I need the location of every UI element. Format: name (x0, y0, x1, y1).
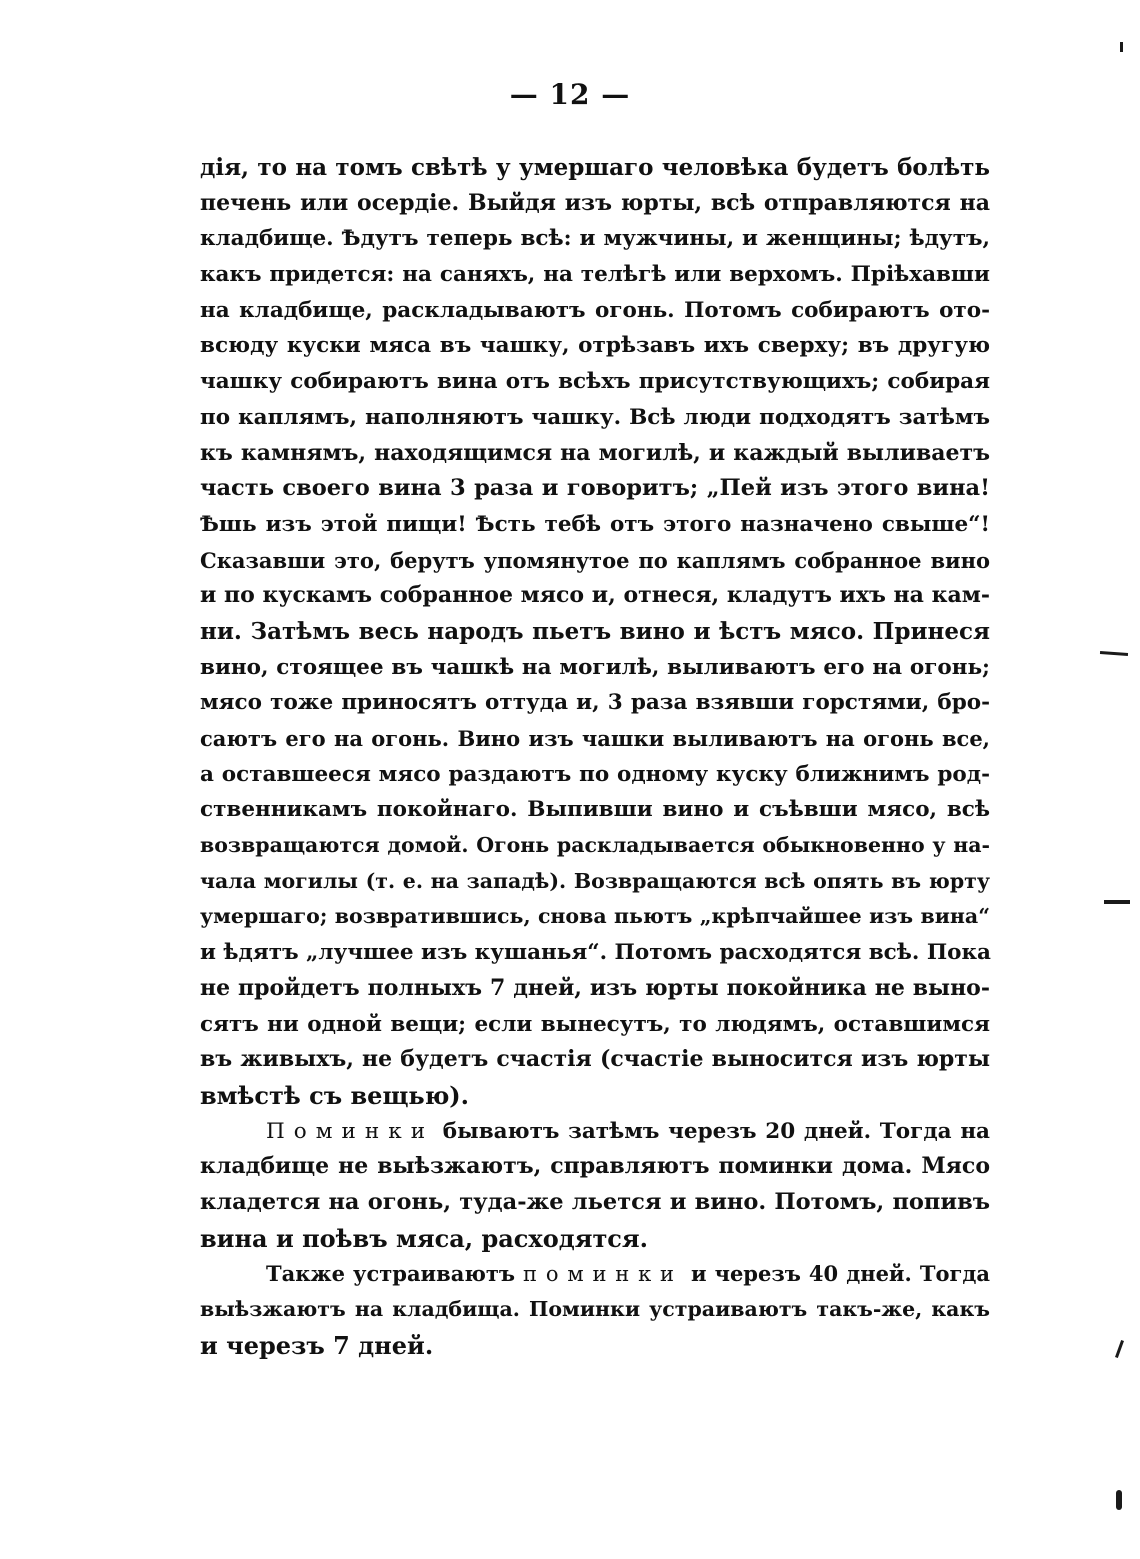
paragraph-2 (200, 1114, 990, 1257)
scan-mark (1120, 42, 1123, 52)
text-line: чала могилы (т. е. на западѣ). Возвращаются всѣ опять въ юрту (200, 868, 990, 893)
text-line: ственникамъ покойнаго. Выпивши вино и съѣвши мясо, всѣ (200, 797, 990, 823)
line-text: Также устраиваютъ (266, 1261, 524, 1287)
text-line: вмѣстѣ съ вещью). (200, 1080, 470, 1110)
text-line: къ камнямъ, находящимся на могилѣ, и каждый выливаетъ (200, 439, 990, 466)
text-line: кладбище не выѣзжаютъ, справляютъ поминки дома. Мясо (200, 1153, 990, 1180)
text-line: и ѣдятъ „лучшее изъ кушанья“. Потомъ расходятся всѣ. Пока (200, 940, 991, 966)
text-line: въ живыхъ, не будетъ счастія (счастіе выносится изъ юрты (200, 1046, 990, 1073)
text-line: мясо тоже приносятъ оттуда и, 3 раза взявши горстями, бро- (200, 690, 990, 716)
scan-mark (1115, 1340, 1124, 1358)
text-line (200, 1256, 990, 1292)
paragraph-1 (200, 150, 990, 1114)
paragraph-3 (200, 1256, 990, 1363)
text-line: и черезъ 7 дней. (200, 1330, 434, 1360)
text-line: выѣзжаютъ на кладбища. Поминки устраиваютъ такъ-же, какъ (200, 1297, 990, 1321)
text-line: кладбище. Ѣдутъ теперь всѣ: и мужчины, и женщины; ѣдутъ, (200, 226, 990, 252)
text-line: вино, стоящее въ чашкѣ на могилѣ, выливаютъ его на огонь; (200, 654, 990, 680)
text-line: всюду куски мяса въ чашку, отрѣзавъ ихъ сверху; въ другую (200, 333, 990, 359)
text-line: саютъ его на огонь. Вино изъ чашки выливаютъ на огонь все, (200, 726, 990, 751)
text-line: какъ придется: на саняхъ, на телѣгѣ или верхомъ. Пріѣхавши (200, 262, 990, 288)
text-line: на кладбище, раскладываютъ огонь. Потомъ собираютъ ото- (200, 297, 990, 323)
text-line: Ѣшь изъ этой пищи! Ѣсть тебѣ отъ этого назначено свыше“! (200, 511, 990, 537)
text-line: часть своего вина 3 раза и говоритъ; „Пей изъ этого вина! (200, 475, 990, 502)
text-line: чашку собираютъ вина отъ всѣхъ присутствующихъ; собирая (200, 369, 990, 395)
scan-mark (1100, 651, 1128, 656)
text-line: по каплямъ, наполняютъ чашку. Всѣ люди подходятъ затѣмъ (200, 404, 990, 430)
text-line: возвращаются домой. Огонь раскладывается обыкновенно у на- (200, 833, 990, 858)
text-line: и по кускамъ собранное мясо и, отнеся, кладутъ ихъ на кам- (200, 582, 990, 609)
page-number: — 12 — (509, 78, 631, 111)
body-text (200, 150, 990, 1363)
text-line: умершаго; возвратившись, снова пьютъ „крѣпчайшее изъ вина“ (200, 904, 990, 929)
spaced-word: поминки (523, 1262, 683, 1287)
text-line: вина и поѣвъ мяса, расходятся. (200, 1223, 649, 1253)
text-line: кладется на огонь, туда-же льется и вино. Потомъ, попивъ (200, 1188, 990, 1215)
text-line: ни. Затѣмъ весь народъ пьетъ вино и ѣстъ мясо. Принеся (200, 617, 990, 645)
text-line: дія, то на томъ свѣтѣ у умершаго человѣка будетъ болѣть (200, 154, 990, 181)
text-line: не пройдетъ полныхъ 7 дней, изъ юрты покойника не выно- (200, 974, 990, 1001)
text-line (200, 1114, 990, 1150)
spaced-word: Поминки (266, 1118, 435, 1144)
scan-mark (1104, 900, 1130, 904)
text-line: печень или осердіе. Выйдя изъ юрты, всѣ отправляются на (200, 189, 990, 216)
line-text: бываютъ затѣмъ черезъ 20 дней. Тогда на (434, 1118, 990, 1144)
text-line: сятъ ни одной вещи; если вынесутъ, то людямъ, оставшимся (200, 1011, 990, 1037)
text-line: Сказавши это, берутъ упомянутое по каплямъ собранное вино (200, 547, 990, 573)
text-line: а оставшееся мясо раздаютъ по одному куску ближнимъ род- (200, 761, 990, 787)
line-text: и черезъ 40 дней. Тогда (682, 1261, 990, 1287)
scan-mark (1116, 1490, 1122, 1510)
